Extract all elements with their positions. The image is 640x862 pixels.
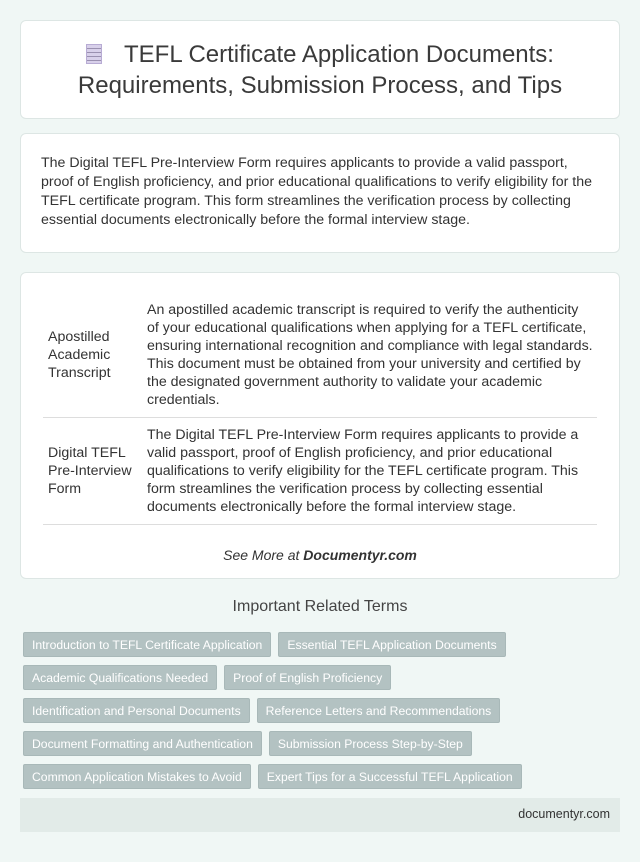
tag[interactable]: Document Formatting and Authentication (23, 731, 262, 756)
see-more-link[interactable]: See More at Documentyr.com (223, 547, 417, 563)
tag[interactable]: Proof of English Proficiency (224, 665, 391, 690)
documents-table-card (20, 272, 620, 579)
tag[interactable]: Submission Process Step-by-Step (269, 731, 472, 756)
tag[interactable]: Reference Letters and Recommendations (257, 698, 501, 723)
table-row (43, 293, 597, 418)
tag[interactable]: Identification and Personal Documents (23, 698, 250, 723)
term-cell: Apostilled Academic Transcript (43, 293, 143, 418)
related-terms-list (23, 632, 623, 789)
tag[interactable]: Common Application Mistakes to Avoid (23, 764, 251, 789)
intro-text: The Digital TEFL Pre-Interview Form requires applicants to provide a valid passport, proof of English proficiency, and prior educational qualifications to verify eligibility for the TEFL certificate program. This form streamlines the verification process by collecting essential documents electronically before the formal interview stage. (41, 155, 592, 228)
tag[interactable]: Introduction to TEFL Certificate Application (23, 632, 271, 657)
tag[interactable]: Essential TEFL Application Documents (278, 632, 505, 657)
tag[interactable]: Expert Tips for a Successful TEFL Application (258, 764, 522, 789)
document-icon (86, 44, 102, 64)
intro-card (20, 133, 620, 253)
table-row (43, 418, 597, 525)
header-card (20, 20, 620, 119)
description-cell: An apostilled academic transcript is required to verify the authenticity of your educational qualifications when applying for a TEFL certificate, ensuring international recognition and compliance with legal standards. This document must be obtained from your university and certified by the designated government authority to validate your academic credentials. (143, 293, 597, 418)
term-cell: Digital TEFL Pre-Interview Form (43, 418, 143, 525)
footer (20, 798, 620, 832)
site-link[interactable]: Documentyr.com (303, 547, 417, 563)
documents-table (43, 293, 597, 525)
page-title: TEFL Certificate Application Documents: Requirements, Submission Process, and Tips (77, 40, 563, 99)
tag[interactable]: Academic Qualifications Needed (23, 665, 217, 690)
footer-site[interactable]: documentyr.com (518, 807, 610, 821)
description-cell: The Digital TEFL Pre-Interview Form requires applicants to provide a valid passport, proof of English proficiency, and prior educational qualifications to verify eligibility for the TEFL certificate program. This form streamlines the verification process by collecting essential documents electronically before the formal interview stage. (143, 418, 597, 525)
related-terms-title: Important Related Terms (232, 598, 408, 615)
